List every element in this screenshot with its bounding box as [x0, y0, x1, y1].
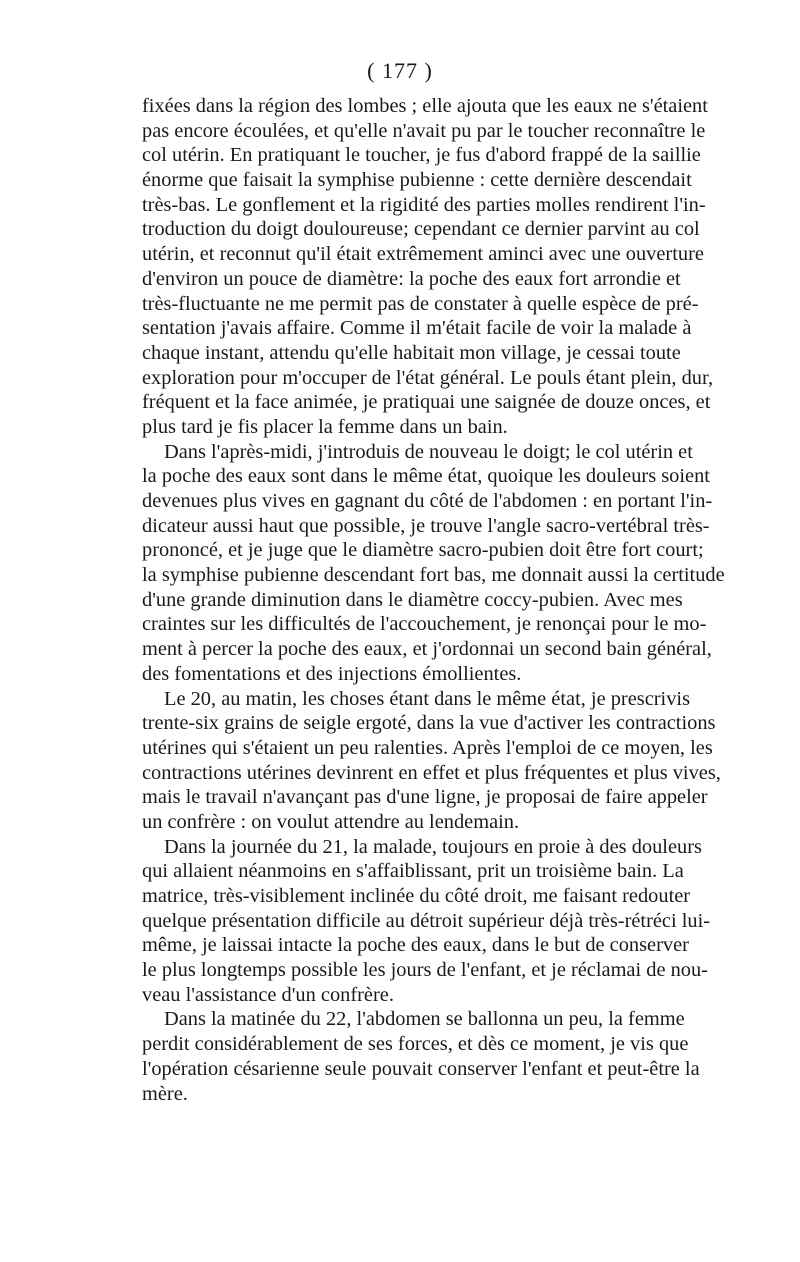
text-line: la poche des eaux sont dans le même état, quoique les douleurs soient: [142, 465, 710, 488]
text-line: des fomentations et des injections émollientes.: [142, 662, 522, 685]
text-line: très-fluctuante ne me permit pas de constater à quelle espèce de pré-: [142, 292, 699, 315]
text-line: sentation j'avais affaire. Comme il m'était facile de voir la malade à: [142, 317, 692, 340]
text-line: utérines qui s'étaient un peu ralenties. Après l'emploi de ce moyen, les: [142, 736, 713, 759]
text-line: prononcé, et je juge que le diamètre sacro-pubien doit être fort court;: [142, 539, 704, 562]
page-number: ( 177 ): [367, 58, 433, 83]
text-line: Dans l'après-midi, j'introduis de nouveau le doigt; le col utérin et: [164, 440, 693, 463]
text-line: perdit considérablement de ses forces, et dès ce moment, je vis que: [142, 1033, 689, 1056]
text-line: Dans la matinée du 22, l'abdomen se ballonna un peu, la femme: [164, 1008, 685, 1031]
text-line: l'opération césarienne seule pouvait conserver l'enfant et peut-être la: [142, 1057, 700, 1080]
text-line: matrice, très-visiblement inclinée du côté droit, me faisant redouter: [142, 885, 691, 907]
text-line: d'une grande diminution dans le diamètre coccy-pubien. Avec mes: [142, 588, 683, 611]
text-line: chaque instant, attendu qu'elle habitait mon village, je cessai toute: [142, 341, 681, 364]
text-line: plus tard je fis placer la femme dans un bain.: [142, 415, 508, 438]
text-line: qui allaient néanmoins en s'affaiblissant, prit un troisième bain. La: [142, 860, 684, 883]
text-line: col utérin. En pratiquant le toucher, je fus d'abord frappé de la saillie: [142, 144, 701, 167]
text-line: Dans la journée du 21, la malade, toujours en proie à des douleurs: [164, 835, 702, 858]
text-line: devenues plus vives en gagnant du côté de l'abdomen : en portant l'in-: [142, 490, 713, 512]
text-line: exploration pour m'occuper de l'état général. Le pouls étant plein, dur,: [142, 366, 714, 389]
text-line: troduction du doigt douloureuse; cependant ce dernier parvint au col: [142, 218, 700, 241]
text-line: énorme que faisait la symphise pubienne : cette dernière descendait: [142, 169, 692, 192]
text-line: la symphise pubienne descendant fort bas, me donnait aussi la certitude: [142, 564, 725, 587]
text-line: mère.: [142, 1082, 188, 1105]
text-line: d'environ un pouce de diamètre: la poche des eaux fort arrondie et: [142, 267, 681, 290]
text-line: trente-six grains de seigle ergoté, dans la vue d'activer les contractions: [142, 712, 716, 735]
text-line: le plus longtemps possible les jours de l'enfant, et je réclamai de nou-: [142, 959, 708, 982]
text-line: craintes sur les difficultés de l'accouchement, je renonçai pour le mo-: [142, 613, 707, 636]
text-line: fixées dans la région des lombes ; elle ajouta que les eaux ne s'étaient: [142, 95, 708, 117]
body-text: [142, 94, 725, 1106]
text-line: mais le travail n'avançant pas d'une ligne, je proposai de faire appeler: [142, 786, 708, 809]
text-line: utérin, et reconnut qu'il était extrêmement aminci avec une ouverture: [142, 243, 704, 266]
text-line: très-bas. Le gonflement et la rigidité des parties molles rendirent l'in-: [142, 193, 706, 216]
text-line: veau l'assistance d'un confrère.: [142, 983, 394, 1006]
text-line: contractions utérines devinrent en effet et plus fréquentes et plus vives,: [142, 761, 721, 784]
text-line: fréquent et la face animée, je pratiquai une saignée de douze onces, et: [142, 391, 711, 414]
text-line: pas encore écoulées, et qu'elle n'avait pu par le toucher reconnaître le: [142, 119, 706, 142]
text-line: ment à percer la poche des eaux, et j'ordonnai un second bain général,: [142, 638, 712, 661]
text-line: dicateur aussi haut que possible, je trouve l'angle sacro-vertébral très-: [142, 514, 710, 537]
text-line: même, je laissai intacte la poche des eaux, dans le but de conserver: [142, 934, 689, 957]
text-line: quelque présentation difficile au détroit supérieur déjà très-rétréci lui-: [142, 909, 711, 932]
text-line: Le 20, au matin, les choses étant dans le même état, je prescrivis: [164, 687, 691, 710]
text-line: un confrère : on voulut attendre au lendemain.: [142, 810, 520, 833]
